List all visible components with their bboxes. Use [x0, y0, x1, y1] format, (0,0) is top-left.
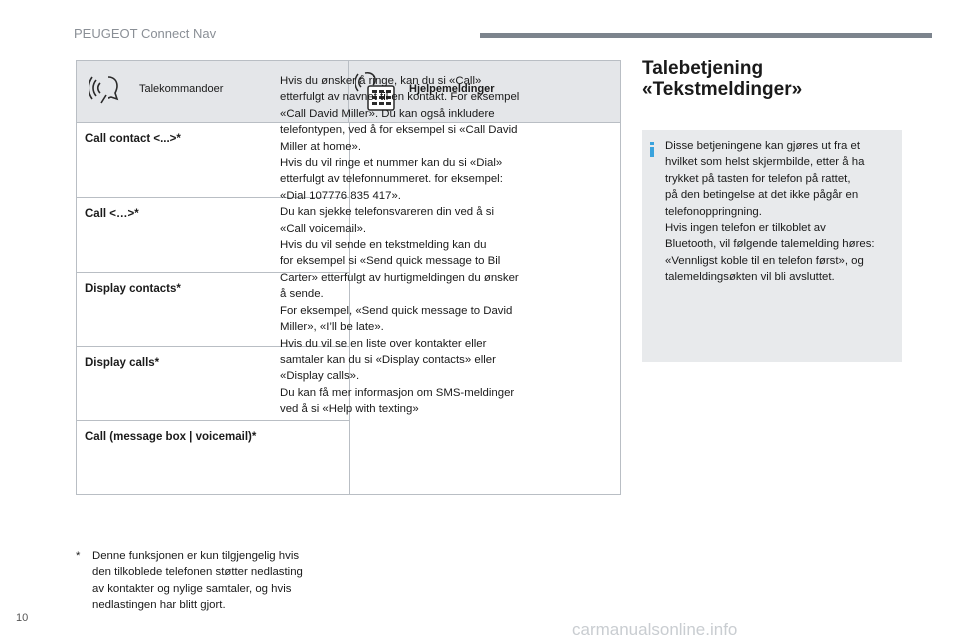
info-box [642, 130, 902, 362]
section-title: Talebetjening «Tekstmeldinger» [642, 58, 803, 100]
help-line: For eksempel, «Send quick message to David [280, 304, 513, 317]
voice-command-icon [89, 73, 127, 112]
footnote-line: nedlastingen har blitt gjort. [92, 599, 226, 612]
info-line: Hvis ingen telefon er tilkoblet av [665, 222, 826, 235]
watermark: carmanualsonline.info [572, 620, 738, 639]
footnote-line: av kontakter og nylige samtaler, og hvis [92, 582, 292, 595]
help-line: «Dial 107776 835 417». [280, 189, 401, 202]
footnote-line: den tilkoblede telefonen støtter nedlasting [92, 566, 303, 579]
info-line: trykket på tasten for telefon på rattet, [665, 172, 851, 185]
help-line: Hvis du vil se en liste over kontakter eller [280, 337, 487, 350]
help-line: Du kan sjekke telefonsvareren din ved å si [280, 206, 495, 219]
command-label: Call contact <...>* [85, 133, 181, 145]
command-label: Call (message box | voicemail)* [85, 431, 257, 443]
info-icon [650, 142, 654, 157]
help-line: Miller», «I’ll be late». [280, 321, 384, 334]
command-label: Call <…>* [85, 208, 139, 220]
info-line: talemeldingsøkten vil bli avsluttet. [665, 271, 835, 284]
footnote-mark: * [76, 550, 81, 562]
help-message-text [280, 73, 542, 418]
table-header-help-label: Hjelpemeldinger [409, 83, 495, 95]
help-line: å sende. [280, 288, 324, 301]
table-header-commands-label: Talekommandoer [139, 83, 224, 95]
info-line: Disse betjeningene kan gjøres ut fra et [665, 140, 861, 152]
footnote [76, 548, 356, 614]
page-number: 10 [16, 612, 29, 624]
help-line: for eksempel si «Send quick message to Bil [280, 255, 501, 268]
info-text [665, 138, 897, 286]
help-line: «Call David Miller». Du kan også inkludere [280, 107, 495, 120]
info-line: telefonoppringning. [665, 205, 762, 218]
footnote-line: Denne funksjonen er kun tilgjengelig hvis [92, 550, 300, 562]
help-line: Hvis du vil sende en tekstmelding kan du [280, 239, 487, 252]
help-line: etterfulgt av telefonnummeret. for eksempel: [280, 173, 503, 186]
info-line: Bluetooth, vil følgende talemelding høres: [665, 238, 875, 251]
help-line: «Display calls». [280, 370, 360, 383]
help-line: «Call voicemail». [280, 222, 367, 235]
help-line: samtaler kan du si «Display contacts» eller [280, 353, 496, 366]
command-label: Display contacts* [85, 283, 181, 295]
command-row [77, 421, 349, 495]
info-line: «Vennligst koble til en telefon først», og [665, 254, 864, 267]
help-line: ved å si «Help with texting» [280, 403, 419, 416]
info-line: hvilket som helst skjermbilde, etter å ha [665, 156, 865, 169]
help-line: Du kan få mer informasjon om SMS-meldinger [280, 386, 515, 399]
command-label: Display calls* [85, 357, 160, 369]
help-line: Hvis du vil ringe et nummer kan du si «Dial» [280, 157, 503, 170]
help-line: Carter» etterfulgt av hurtigmeldingen du ønsker [280, 271, 519, 284]
help-line: telefontypen, ved å for eksempel si «Call David [280, 124, 518, 137]
info-line: på den betingelse at det ikke pågår en [665, 189, 859, 202]
help-line: etterfulgt av navnet til en kontakt. For eksempel [280, 91, 520, 104]
help-line: Miller at home». [280, 140, 362, 153]
help-line: Hvis du ønsker å ringe, kan du si «Call» [280, 75, 482, 87]
header-title: PEUGEOT Connect Nav [74, 26, 217, 41]
header-bar [480, 33, 932, 38]
